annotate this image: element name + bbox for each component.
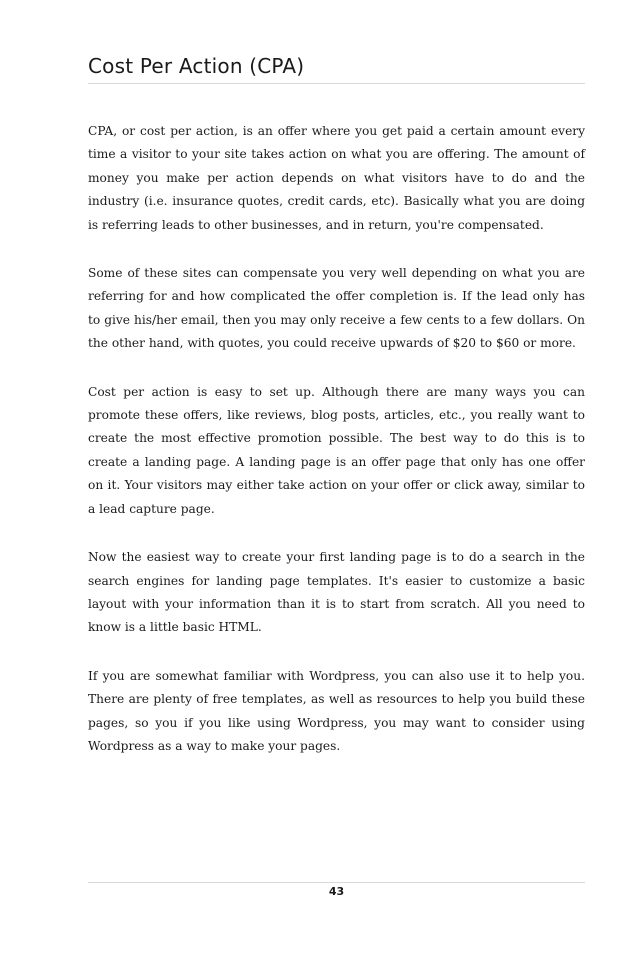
page-heading: Cost Per Action (CPA): [88, 54, 305, 78]
paragraph-1: CPA, or cost per action, is an offer where you get paid a certain amount every time a visitor to your site takes action on what you are offering. The amount of money you make per action depends on what visitors have to do and the industry (i.e. insurance quotes, credit cards, etc). Basically what you are doing is referring leads to other businesses, and in return, you're compensated.: [88, 124, 585, 232]
body-text: [88, 120, 585, 783]
paragraph-4: Now the easiest way to create your first landing page is to do a search in the search engines for landing page templates. It's easier to customize a basic layout with your information than it is to start from scratch. All you need to know is a little basic HTML.: [88, 550, 585, 635]
paragraph-3: Cost per action is easy to set up. Although there are many ways you can promote these offers, like reviews, blog posts, articles, etc., you really want to create the most effective promotion possible. The best way to do this is to create a landing page. A landing page is an offer page that only has one offer on it. Your visitors may either take action on your offer or click away, similar to a lead capture page.: [88, 384, 585, 516]
paragraph-5: If you are somewhat familiar with Wordpress, you can also use it to help you. There are plenty of free templates, as well as resources to help you build these pages, so you if you like using Wordpress, you may want to consider using Wordpress as a way to make your pages.: [88, 668, 585, 753]
heading-divider: [88, 83, 585, 84]
page-number: 43: [328, 885, 345, 898]
footer-divider: [88, 882, 585, 883]
paragraph-2: Some of these sites can compensate you very well depending on what you are referring for and how complicated the offer completion is. If the lead only has to give his/her email, then you may only receive a few cents to a few dollars. On the other hand, with quotes, you could receive upwards of $20 to $60 or more.: [88, 266, 585, 351]
document-page: [88, 0, 585, 957]
